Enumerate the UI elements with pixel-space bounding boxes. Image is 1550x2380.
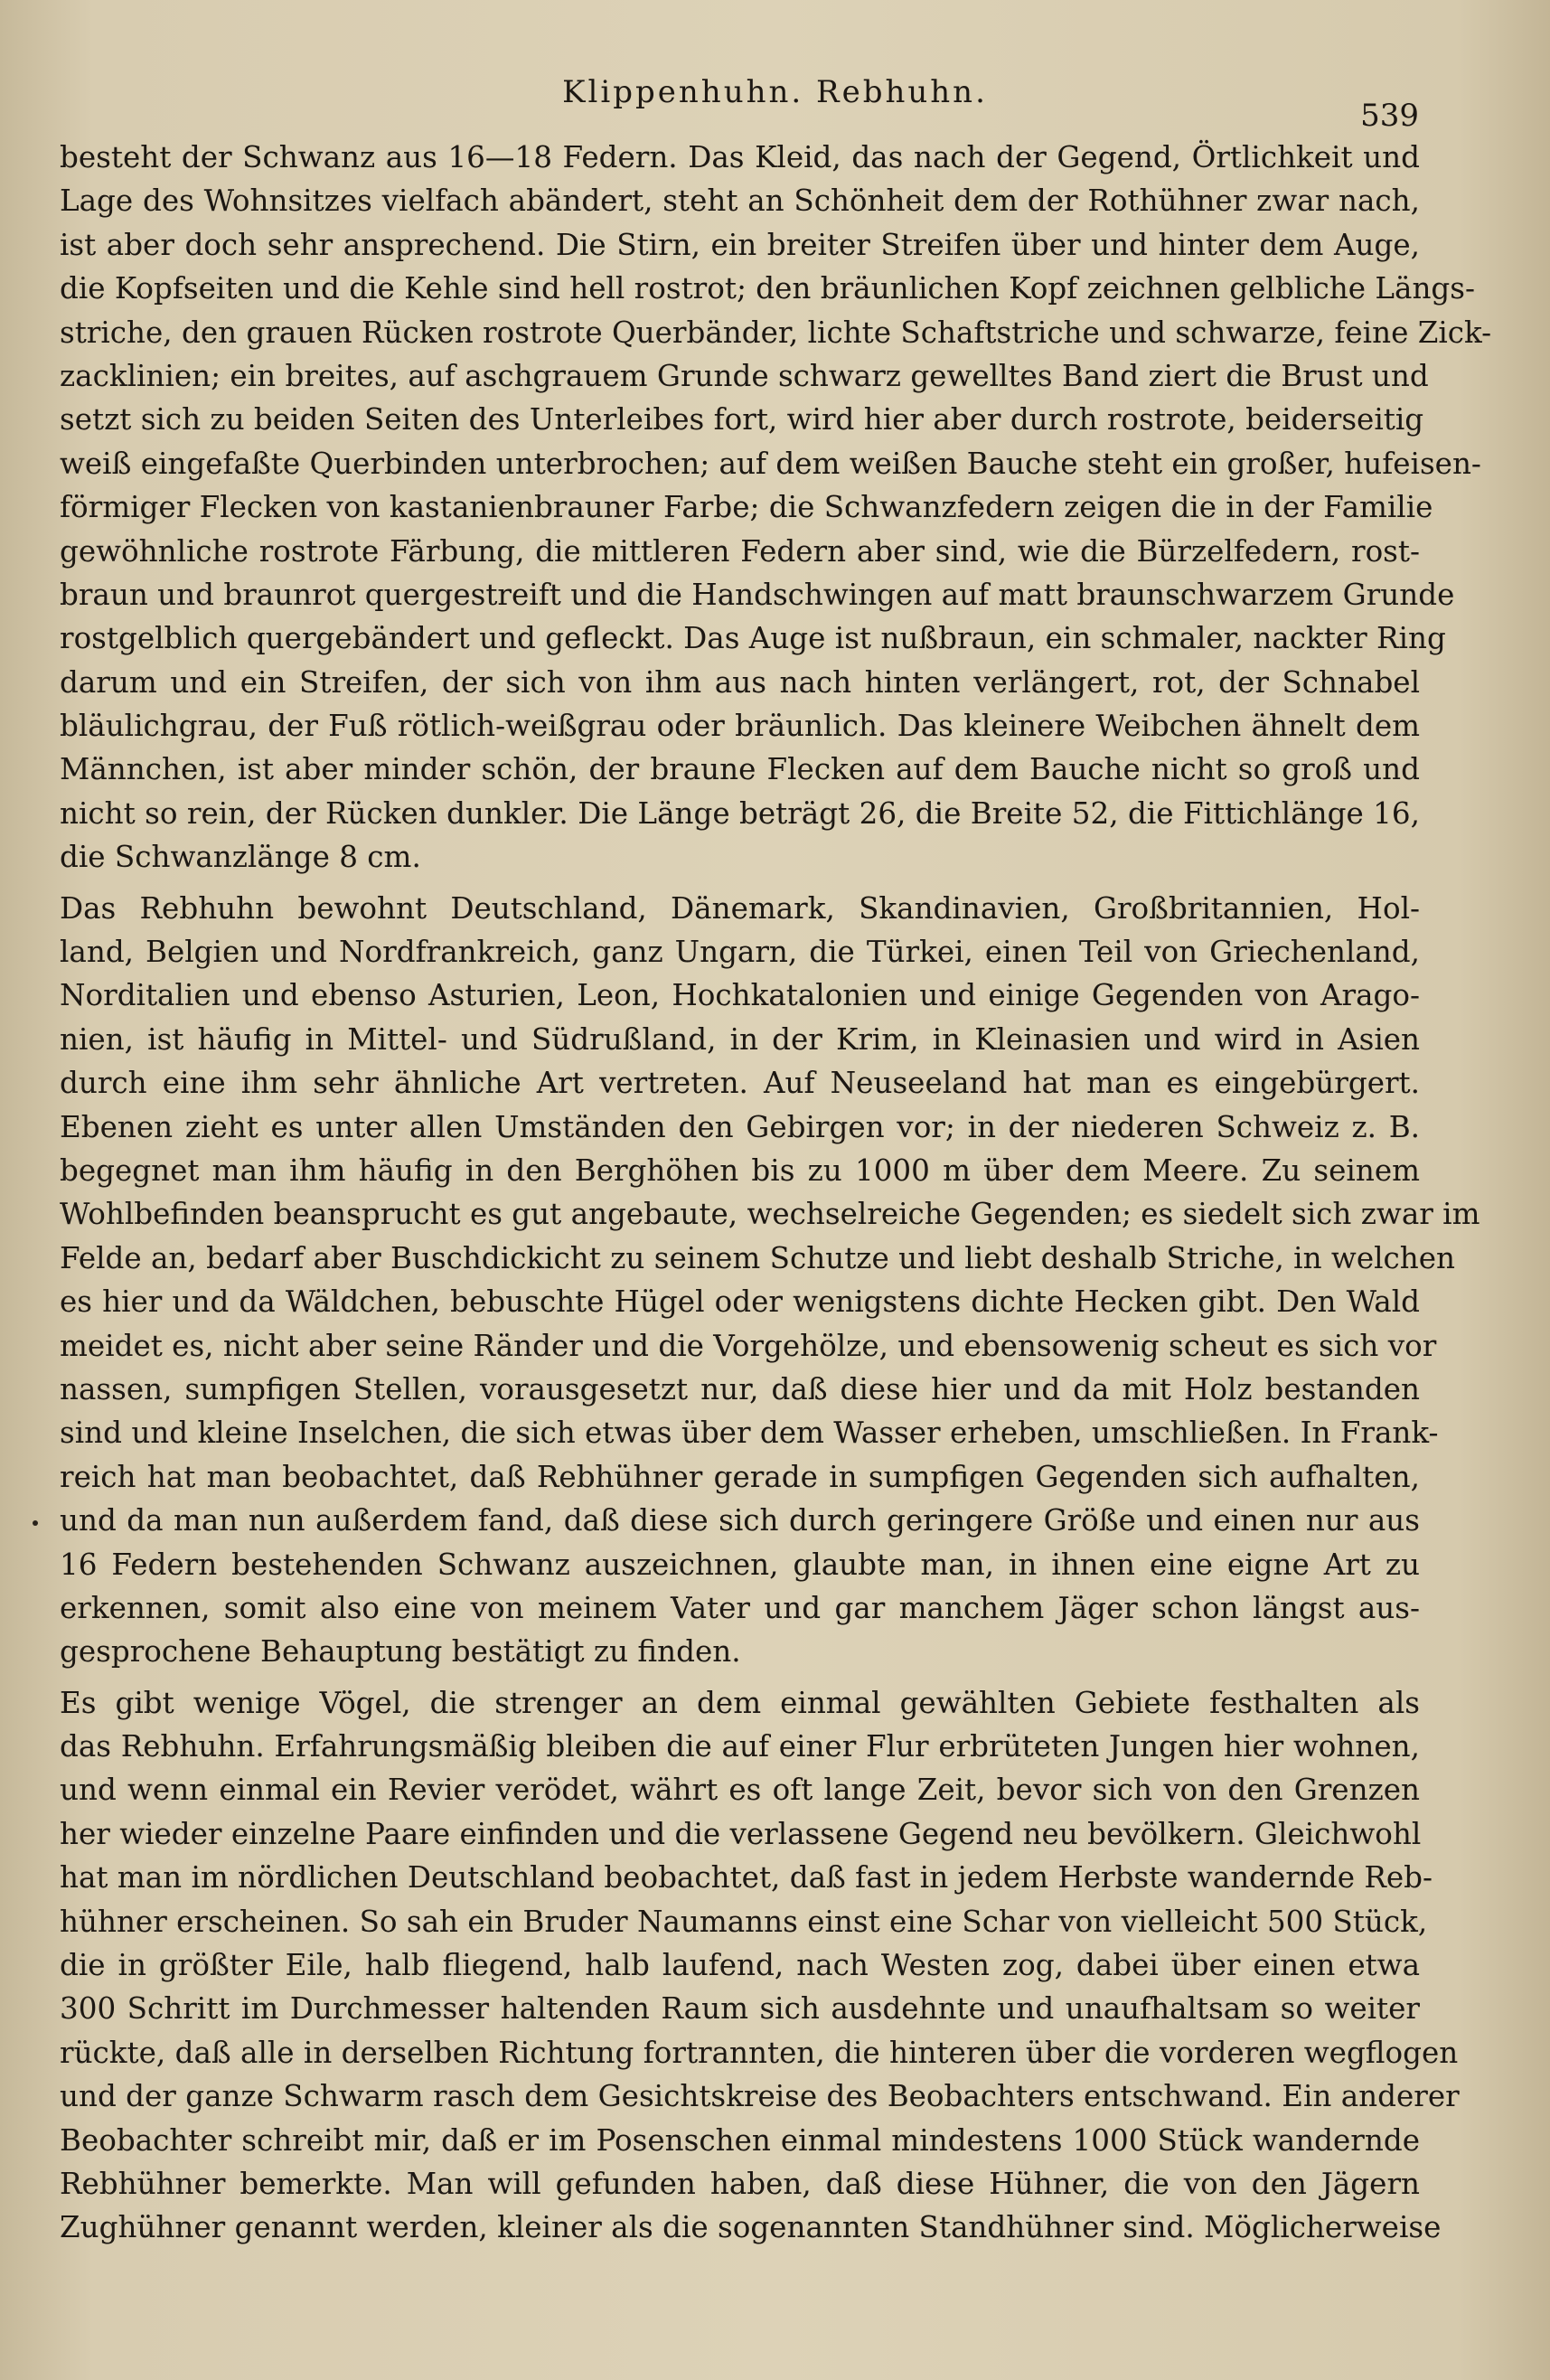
text-line: besteht der Schwanz aus 16—18 Federn. Das Kleid, das nach der Gegend, Örtlichkeit und [60,140,1420,174]
text-line: Männchen, ist aber minder schön, der braune Flecken auf dem Bauche nicht so groß und [60,752,1420,787]
text-line: nassen, sumpfigen Stellen, vorausgesetzt nur, daß diese hier und da mit Holz bestanden [60,1371,1420,1406]
text-line: nien, ist häufig in Mittel- und Südrußland, in der Krim, in Kleinasien und wird in Asien [60,1021,1420,1057]
text-line: es hier und da Wäldchen, bebuschte Hügel oder wenigstens dichte Hecken gibt. Den Wald [60,1284,1420,1320]
text-line: ist aber doch sehr ansprechend. Die Stirn, ein breiter Streifen über und hinter dem Auge, [60,227,1420,262]
text-line: Felde an, bedarf aber Buschdickicht zu seinem Schutze und liebt deshalb Striche, in welchen [60,1240,1456,1275]
text-line: das Rebhuhn. Erfahrungsmäßig bleiben die auf einer Flur erbrüteten Jungen hier wohnen, [60,1729,1420,1764]
text-line: bläulichgrau, der Fuß rötlich-weißgrau oder bräunlich. Das kleinere Weibchen ähnelt dem [60,709,1420,744]
text-line: förmiger Flecken von kastanienbrauner Farbe; die Schwanzfedern zeigen die in der Familie [60,490,1433,525]
running-head: Klippenhuhn. Rebhuhn. [562,74,988,110]
text-line: land, Belgien und Nordfrankreich, ganz Ungarn, die Türkei, einen Teil von Griechenland, [60,935,1420,970]
paragraph [60,1681,1460,2250]
text-line: gesprochene Behauptung bestätigt zu finden. [60,1634,741,1670]
text-line: die in größter Eile, halb fliegend, halb laufend, nach Westen zog, dabei über einen etwa [60,1948,1420,1983]
text-line: reich hat man beobachtet, daß Rebhühner gerade in sumpfigen Gegenden sich aufhalten, [60,1459,1420,1494]
text-line: braun und braunrot quergestreift und die Handschwingen auf matt braunschwarzem Grunde [60,577,1455,612]
page-header [0,74,1550,134]
text-line: zacklinien; ein breites, auf aschgrauem Grunde schwarz gewelltes Band ziert die Brust und [60,358,1429,393]
text-line: Zughühner genannt werden, kleiner als die sogenannten Standhühner sind. Möglicherweise [60,2210,1442,2245]
text-line: striche, den grauen Rücken rostrote Querbänder, lichte Schaftstriche und schwarze, feine Zick- [60,315,1492,350]
text-line: sind und kleine Inselchen, die sich etwas über dem Wasser erheben, umschließen. In Frank- [60,1416,1439,1451]
ink-spot [33,1520,38,1526]
text-line: Es gibt wenige Vögel, die strenger an dem einmal gewählten Gebiete festhalten als [60,1685,1420,1720]
text-line: meidet es, nicht aber seine Ränder und die Vorgehölze, und ebensowenig scheut es sich vor [60,1328,1437,1363]
text-line: Lage des Wohnsitzes vielfach abändert, steht an Schönheit dem der Rothühner zwar nach, [60,183,1420,219]
paragraph [60,887,1480,1674]
text-line: Das Rebhuhn bewohnt Deutschland, Dänemark, Skandinavien, Großbritannien, Hol- [60,890,1420,926]
text-line: setzt sich zu beiden Seiten des Unterleibes fort, wird hier aber durch rostrote, beiderseitig [60,402,1424,437]
text-line: nicht so rein, der Rücken dunkler. Die Länge beträgt 26, die Breite 52, die Fittichlänge 16, [60,795,1420,831]
text-line: Norditalien und ebenso Asturien, Leon, Hochkatalonien und einige Gegenden von Arago- [60,978,1420,1013]
text-body [60,136,1492,2250]
text-line: hat man im nördlichen Deutschland beobachtet, daß fast in jedem Herbste wandernde Reb- [60,1860,1433,1896]
text-line: Beobachter schreibt mir, daß er im Posenschen einmal mindestens 1000 Stück wandernde [60,2122,1420,2158]
text-line: und wenn einmal ein Revier verödet, währt es oft lange Zeit, bevor sich von den Grenzen [60,1773,1420,1808]
text-line: weiß eingefaßte Querbinden unterbrochen; auf dem weißen Bauche steht ein großer, hufeisen- [60,446,1481,481]
text-line: die Schwanzlänge 8 cm. [60,840,421,875]
text-line: die Kopfseiten und die Kehle sind hell rostrot; den bräunlichen Kopf zeichnen gelbliche Längs- [60,271,1476,306]
text-line: Rebhühner bemerkte. Man will gefunden haben, daß diese Hühner, die von den Jägern [60,2166,1420,2201]
page-number: 539 [1360,98,1419,134]
text-line: Ebenen zieht es unter allen Umständen den Gebirgen vor; in der niederen Schweiz z. B. [60,1109,1420,1144]
text-line: 300 Schritt im Durchmesser haltenden Raum sich ausdehnte und unaufhaltsam so weiter [60,1991,1420,2027]
text-line: 16 Federn bestehenden Schwanz auszeichnen, glaubte man, in ihnen eine eigne Art zu [60,1547,1420,1582]
text-line: Wohlbefinden beansprucht es gut angebaute, wechselreiche Gegenden; es siedelt sich zwar im [60,1197,1480,1232]
text-line: erkennen, somit also eine von meinem Vater und gar manchem Jäger schon längst aus- [60,1590,1420,1625]
text-line: her wieder einzelne Paare einfinden und die verlassene Gegend neu bevölkern. Gleichwohl [60,1816,1422,1851]
text-line: gewöhnliche rostrote Färbung, die mittleren Federn aber sind, wie die Bürzelfedern, rost- [60,533,1420,569]
text-line: durch eine ihm sehr ähnliche Art vertreten. Auf Neuseeland hat man es eingebürgert. [60,1066,1420,1101]
text-line: darum und ein Streifen, der sich von ihm aus nach hinten verlängert, rot, der Schnabel [60,664,1420,700]
text-line: begegnet man ihm häufig in den Berghöhen bis zu 1000 m über dem Meere. Zu seinem [60,1152,1420,1188]
text-line: hühner erscheinen. So sah ein Bruder Naumanns einst eine Schar von vielleicht 500 Stück, [60,1904,1428,1939]
text-line: und da man nun außerdem fand, daß diese sich durch geringere Größe und einen nur aus [60,1503,1420,1538]
paragraph [60,136,1492,880]
text-line: rückte, daß alle in derselben Richtung fortrannten, die hinteren über die vorderen wegflogen [60,2035,1459,2070]
paragraph-gap [60,1674,1420,1681]
paragraph-gap [60,880,1420,887]
text-line: rostgelblich quergebändert und gefleckt. Das Auge ist nußbraun, ein schmaler, nackter Ring [60,621,1446,656]
text-line: und der ganze Schwarm rasch dem Gesichtskreise des Beobachters entschwand. Ein anderer [60,2079,1460,2114]
